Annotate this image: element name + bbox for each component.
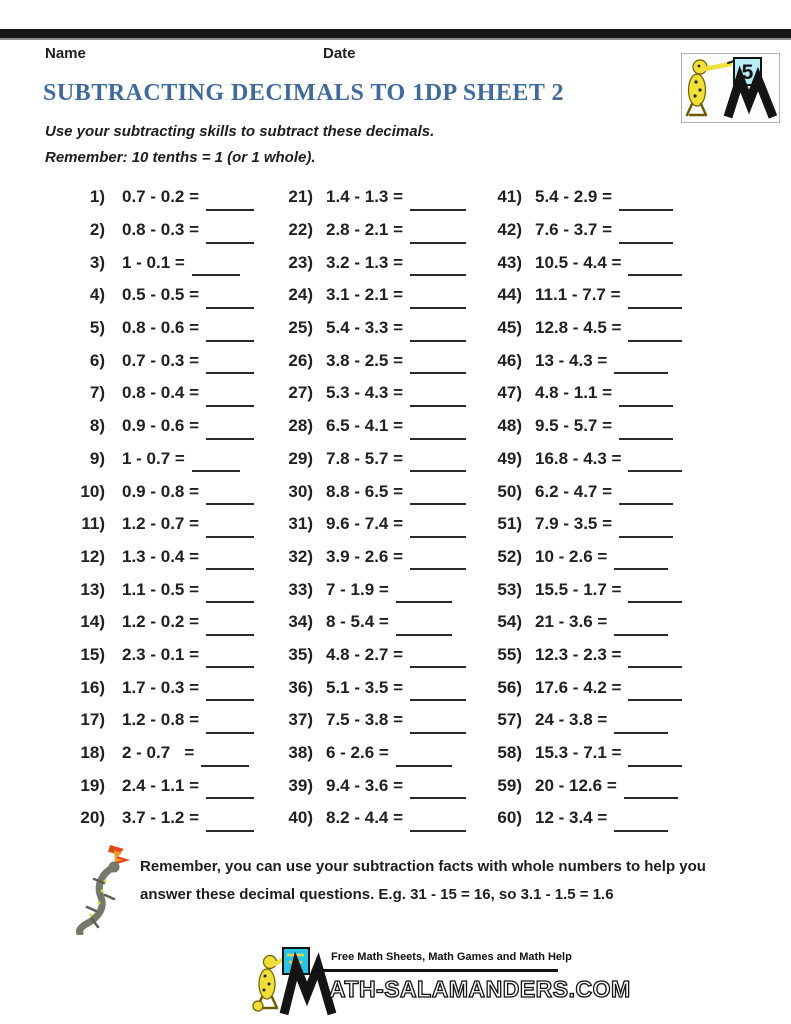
instructions	[45, 119, 434, 171]
problem-row	[280, 181, 492, 214]
problem-row	[280, 769, 492, 802]
problem-number: 26)	[288, 350, 313, 370]
problem-row	[45, 769, 280, 802]
problem-row	[45, 704, 280, 737]
problem-number: 15)	[80, 644, 105, 664]
problem-expression: 0.9 - 0.6 =	[122, 416, 200, 436]
answer-blank[interactable]	[628, 454, 682, 472]
answer-blank[interactable]	[624, 781, 678, 799]
problem-number: 12)	[80, 546, 105, 566]
problem-row	[492, 410, 747, 443]
answer-blank[interactable]	[206, 650, 254, 668]
problem-number: 5)	[89, 318, 105, 338]
answer-blank[interactable]	[206, 422, 254, 440]
problems-col-1	[45, 181, 280, 835]
problem-row	[45, 377, 280, 410]
answer-blank[interactable]	[410, 683, 466, 701]
answer-blank[interactable]	[410, 487, 466, 505]
problem-row	[280, 671, 492, 704]
problem-row	[280, 443, 492, 476]
problem-row	[492, 802, 747, 835]
problem-expression: 2.3 - 0.1 =	[122, 644, 200, 664]
problem-number: 51)	[497, 514, 522, 534]
problem-expression: 12.3 - 2.3 =	[535, 644, 622, 664]
problem-row	[45, 246, 280, 279]
problem-number: 27)	[288, 383, 313, 403]
problem-number: 44)	[497, 285, 522, 305]
problem-number: 18)	[80, 743, 105, 763]
problem-row	[492, 377, 747, 410]
problem-number: 35)	[288, 644, 313, 664]
problem-number: 43)	[497, 252, 522, 272]
problem-number: 46)	[497, 350, 522, 370]
problem-number: 25)	[288, 318, 313, 338]
problem-row	[280, 377, 492, 410]
answer-blank[interactable]	[410, 814, 466, 832]
problem-row	[492, 573, 747, 606]
answer-blank[interactable]	[619, 389, 673, 407]
name-label: Name	[45, 45, 86, 62]
problem-number: 36)	[288, 677, 313, 697]
answer-blank[interactable]	[614, 814, 668, 832]
problem-expression: 7.8 - 5.7 =	[326, 448, 404, 468]
grade-badge	[681, 53, 780, 123]
answer-blank[interactable]	[396, 618, 452, 636]
problem-row	[280, 541, 492, 574]
answer-blank[interactable]	[410, 324, 466, 342]
problem-row	[492, 214, 747, 247]
problem-number: 57)	[497, 710, 522, 730]
problem-row	[280, 508, 492, 541]
answer-blank[interactable]	[206, 487, 254, 505]
problem-number: 39)	[288, 775, 313, 795]
problem-expression: 4.8 - 2.7 =	[326, 644, 404, 664]
problem-number: 45)	[497, 318, 522, 338]
answer-blank[interactable]	[206, 389, 254, 407]
answer-blank[interactable]	[206, 618, 254, 636]
problem-number: 4)	[89, 285, 105, 305]
problem-number: 2)	[89, 220, 105, 240]
problem-number: 49)	[497, 448, 522, 468]
problem-expression: 24 - 3.8 =	[535, 710, 608, 730]
problem-row	[492, 344, 747, 377]
problem-expression: 1.4 - 1.3 =	[326, 187, 404, 207]
problem-number: 23)	[288, 252, 313, 272]
answer-blank[interactable]	[619, 487, 673, 505]
answer-blank[interactable]	[614, 552, 668, 570]
problem-expression: 1 - 0.7 =	[122, 448, 185, 468]
problem-number: 20)	[80, 808, 105, 828]
answer-blank[interactable]	[192, 258, 240, 276]
problem-row	[45, 639, 280, 672]
footer-rule	[316, 969, 558, 972]
problem-row	[492, 639, 747, 672]
problem-number: 31)	[288, 514, 313, 534]
problem-row	[492, 443, 747, 476]
answer-blank[interactable]	[206, 683, 254, 701]
problem-expression: 15.3 - 7.1 =	[535, 743, 622, 763]
answer-blank[interactable]	[206, 193, 254, 211]
problem-row	[492, 279, 747, 312]
problem-row	[492, 475, 747, 508]
problem-number: 59)	[497, 775, 522, 795]
problem-row	[492, 312, 747, 345]
answer-blank[interactable]	[206, 324, 254, 342]
problem-row	[45, 541, 280, 574]
problem-row	[45, 214, 280, 247]
problem-row	[280, 802, 492, 835]
problem-row	[280, 704, 492, 737]
problem-expression: 2.8 - 2.1 =	[326, 220, 404, 240]
problem-row	[45, 344, 280, 377]
problem-number: 14)	[80, 612, 105, 632]
problem-number: 8)	[89, 416, 105, 436]
answer-blank[interactable]	[410, 356, 466, 374]
problem-expression: 1.2 - 0.8 =	[122, 710, 200, 730]
problem-number: 16)	[80, 677, 105, 697]
answer-blank[interactable]	[619, 422, 673, 440]
problem-number: 10)	[80, 481, 105, 501]
answer-blank[interactable]	[206, 716, 254, 734]
problem-number: 3)	[89, 252, 105, 272]
problem-expression: 5.4 - 3.3 =	[326, 318, 404, 338]
problem-number: 13)	[80, 579, 105, 599]
problem-expression: 8.8 - 6.5 =	[326, 481, 404, 501]
problem-expression: 6.5 - 4.1 =	[326, 416, 404, 436]
problem-expression: 1.2 - 0.7 =	[122, 514, 200, 534]
problem-expression: 15.5 - 1.7 =	[535, 579, 622, 599]
answer-blank[interactable]	[206, 781, 254, 799]
problem-row	[280, 246, 492, 279]
answer-blank[interactable]	[410, 716, 466, 734]
footer-site-name: ATH-SALAMANDERS.COM	[329, 976, 631, 1002]
answer-blank[interactable]	[619, 226, 673, 244]
answer-blank[interactable]	[410, 552, 466, 570]
problem-expression: 0.7 - 0.3 =	[122, 350, 200, 370]
problem-number: 47)	[497, 383, 522, 403]
problem-expression: 7 - 1.9 =	[326, 579, 389, 599]
problem-number: 42)	[497, 220, 522, 240]
problem-row	[280, 737, 492, 770]
problem-expression: 4.8 - 1.1 =	[535, 383, 613, 403]
answer-blank[interactable]	[396, 585, 452, 603]
problem-number: 9)	[89, 448, 105, 468]
problem-number: 22)	[288, 220, 313, 240]
problem-row	[492, 541, 747, 574]
problem-expression: 17.6 - 4.2 =	[535, 677, 622, 697]
problem-number: 37)	[288, 710, 313, 730]
footer-tagline: Free Math Sheets, Math Games and Math Help	[331, 951, 572, 963]
problem-row	[280, 312, 492, 345]
answer-blank[interactable]	[206, 520, 254, 538]
problem-row	[45, 312, 280, 345]
problem-row	[492, 606, 747, 639]
problem-expression: 3.7 - 1.2 =	[122, 808, 200, 828]
problem-row	[492, 769, 747, 802]
problem-number: 50)	[497, 481, 522, 501]
problem-number: 54)	[497, 612, 522, 632]
problem-expression: 5.3 - 4.3 =	[326, 383, 404, 403]
problem-expression: 21 - 3.6 =	[535, 612, 608, 632]
problem-expression: 16.8 - 4.3 =	[535, 448, 622, 468]
answer-blank[interactable]	[206, 552, 254, 570]
problem-number: 21)	[288, 187, 313, 207]
footer-logo	[250, 944, 340, 1021]
answer-blank[interactable]	[410, 258, 466, 276]
problem-row	[280, 639, 492, 672]
top-divider-bar	[0, 29, 791, 38]
answer-blank[interactable]	[614, 356, 668, 374]
instruction-line-1: Use your subtracting skills to subtract these decimals.	[45, 123, 435, 140]
problem-number: 17)	[80, 710, 105, 730]
problem-row	[280, 573, 492, 606]
answer-blank[interactable]	[628, 683, 682, 701]
problem-row	[45, 737, 280, 770]
reminder-line-1: Remember, you can use your subtraction facts with whole numbers to help you	[140, 858, 706, 875]
answer-blank[interactable]	[201, 749, 249, 767]
problem-row	[45, 573, 280, 606]
answer-blank[interactable]	[410, 389, 466, 407]
problem-row	[45, 475, 280, 508]
problem-number: 6)	[89, 350, 105, 370]
problem-number: 33)	[288, 579, 313, 599]
answer-blank[interactable]	[206, 814, 254, 832]
salamander-badge-icon	[682, 54, 777, 120]
problem-row	[45, 671, 280, 704]
problem-expression: 7.9 - 3.5 =	[535, 514, 613, 534]
problem-row	[280, 279, 492, 312]
problem-expression: 1.2 - 0.2 =	[122, 612, 200, 632]
problem-expression: 7.6 - 3.7 =	[535, 220, 613, 240]
problem-number: 19)	[80, 775, 105, 795]
problem-row	[45, 443, 280, 476]
problem-row	[280, 475, 492, 508]
problem-expression: 0.8 - 0.3 =	[122, 220, 200, 240]
answer-blank[interactable]	[628, 585, 682, 603]
problem-number: 28)	[288, 416, 313, 436]
answer-blank[interactable]	[628, 749, 682, 767]
problem-row	[45, 508, 280, 541]
instruction-line-2: Remember: 10 tenths = 1 (or 1 whole).	[45, 149, 316, 166]
problem-expression: 1.1 - 0.5 =	[122, 579, 200, 599]
answer-blank[interactable]	[619, 520, 673, 538]
problem-number: 58)	[497, 743, 522, 763]
answer-blank[interactable]	[614, 618, 668, 636]
problem-expression: 8 - 5.4 =	[326, 612, 389, 632]
fire-salamander-icon	[72, 843, 138, 940]
problem-number: 38)	[288, 743, 313, 763]
problem-expression: 0.8 - 0.6 =	[122, 318, 200, 338]
answer-blank[interactable]	[192, 454, 240, 472]
answer-blank[interactable]	[410, 193, 466, 211]
problem-row	[45, 802, 280, 835]
date-label: Date	[323, 45, 356, 62]
problem-row	[45, 181, 280, 214]
problem-expression: 12.8 - 4.5 =	[535, 318, 622, 338]
answer-blank[interactable]	[206, 585, 254, 603]
problem-number: 11)	[81, 514, 105, 534]
problem-expression: 6.2 - 4.7 =	[535, 481, 613, 501]
problem-row	[492, 508, 747, 541]
problem-number: 40)	[288, 808, 313, 828]
problem-number: 1)	[89, 187, 105, 207]
problem-number: 56)	[497, 677, 522, 697]
answer-blank[interactable]	[206, 356, 254, 374]
problem-expression: 3.2 - 1.3 =	[326, 252, 404, 272]
problems-col-2	[280, 181, 492, 835]
problems-col-3	[492, 181, 747, 835]
answer-blank[interactable]	[396, 749, 452, 767]
problem-row	[280, 410, 492, 443]
problem-expression: 1.7 - 0.3 =	[122, 677, 200, 697]
problem-expression: 7.5 - 3.8 =	[326, 710, 404, 730]
problem-expression: 1.3 - 0.4 =	[122, 546, 200, 566]
answer-blank[interactable]	[628, 650, 682, 668]
answer-blank[interactable]	[410, 520, 466, 538]
problem-expression: 3.8 - 2.5 =	[326, 350, 404, 370]
problem-row	[280, 606, 492, 639]
problem-number: 53)	[497, 579, 522, 599]
badge-number: 5	[741, 61, 754, 84]
problem-expression: 5.1 - 3.5 =	[326, 677, 404, 697]
problem-row	[492, 671, 747, 704]
answer-blank[interactable]	[410, 226, 466, 244]
answer-blank[interactable]	[206, 226, 254, 244]
answer-blank[interactable]	[410, 454, 466, 472]
problem-row	[492, 246, 747, 279]
problem-expression: 1 - 0.1 =	[122, 252, 185, 272]
problems-grid	[45, 181, 747, 835]
problem-expression: 9.4 - 3.6 =	[326, 775, 404, 795]
problem-expression: 2.4 - 1.1 =	[122, 775, 200, 795]
answer-blank[interactable]	[614, 716, 668, 734]
answer-blank[interactable]	[410, 422, 466, 440]
problem-expression: 3.9 - 2.6 =	[326, 546, 404, 566]
answer-blank[interactable]	[410, 781, 466, 799]
problem-number: 55)	[497, 644, 522, 664]
problem-expression: 20 - 12.6 =	[535, 775, 617, 795]
problem-row	[492, 181, 747, 214]
problem-number: 60)	[497, 808, 522, 828]
problem-row	[280, 214, 492, 247]
problem-expression: 2 - 0.7 =	[122, 743, 195, 763]
problem-row	[492, 704, 747, 737]
problem-number: 29)	[288, 448, 313, 468]
answer-blank[interactable]	[628, 291, 682, 309]
problem-number: 30)	[288, 481, 313, 501]
problem-row	[45, 410, 280, 443]
answer-blank[interactable]	[206, 291, 254, 309]
problem-expression: 6 - 2.6 =	[326, 743, 389, 763]
answer-blank[interactable]	[410, 291, 466, 309]
answer-blank[interactable]	[410, 650, 466, 668]
problem-row	[280, 344, 492, 377]
problem-expression: 9.6 - 7.4 =	[326, 514, 404, 534]
problem-number: 32)	[288, 546, 313, 566]
reminder-note	[140, 853, 740, 909]
problem-expression: 0.7 - 0.2 =	[122, 187, 200, 207]
problem-row	[492, 737, 747, 770]
problem-number: 34)	[288, 612, 313, 632]
problem-number: 48)	[497, 416, 522, 436]
problem-number: 24)	[288, 285, 313, 305]
problem-expression: 13 - 4.3 =	[535, 350, 608, 370]
answer-blank[interactable]	[628, 324, 682, 342]
problem-expression: 0.5 - 0.5 =	[122, 285, 200, 305]
problem-expression: 11.1 - 7.7 =	[535, 285, 621, 305]
answer-blank[interactable]	[628, 258, 682, 276]
problem-number: 7)	[89, 383, 105, 403]
problem-expression: 12 - 3.4 =	[535, 808, 608, 828]
problem-number: 41)	[497, 187, 522, 207]
reminder-line-2: answer these decimal questions. E.g. 31 - 15 = 16, so 3.1 - 1.5 = 1.6	[140, 886, 614, 903]
problem-expression: 3.1 - 2.1 =	[326, 285, 404, 305]
problem-expression: 10.5 - 4.4 =	[535, 252, 622, 272]
top-divider-shadow	[0, 38, 791, 40]
problem-expression: 0.8 - 0.4 =	[122, 383, 200, 403]
page-title: SUBTRACTING DECIMALS TO 1DP SHEET 2	[43, 80, 564, 106]
problem-row	[45, 606, 280, 639]
problem-number: 52)	[497, 546, 522, 566]
problem-expression: 0.9 - 0.8 =	[122, 481, 200, 501]
problem-expression: 5.4 - 2.9 =	[535, 187, 613, 207]
problem-expression: 8.2 - 4.4 =	[326, 808, 404, 828]
problem-row	[45, 279, 280, 312]
problem-expression: 10 - 2.6 =	[535, 546, 608, 566]
answer-blank[interactable]	[619, 193, 673, 211]
problem-expression: 9.5 - 5.7 =	[535, 416, 613, 436]
